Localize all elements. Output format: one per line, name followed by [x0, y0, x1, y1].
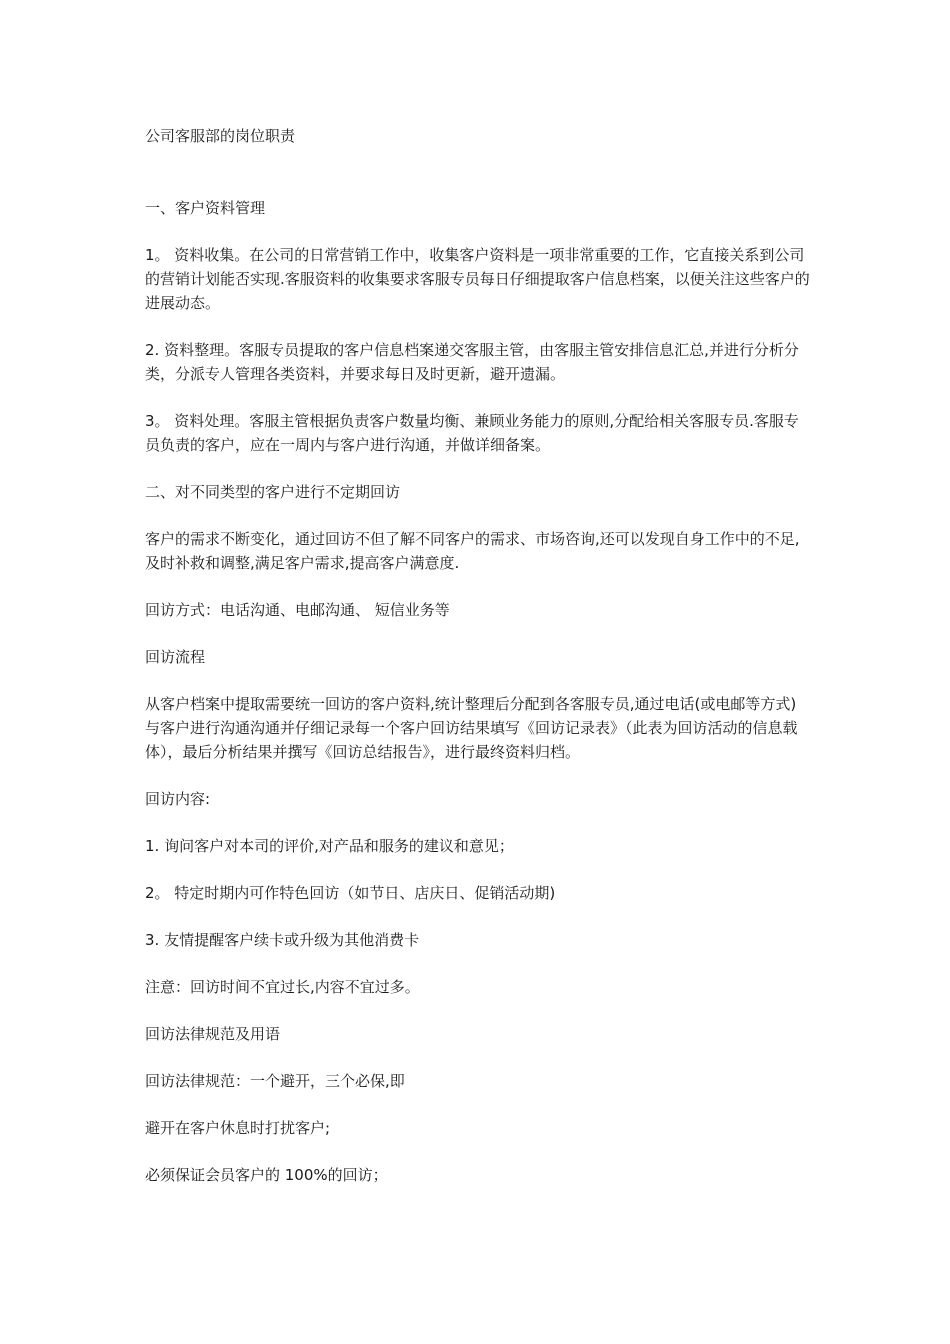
paragraph: 注意：回访时间不宜过长,内容不宜过多。: [145, 978, 420, 996]
paragraph: 1。 资料收集。在公司的日常营销工作中，收集客户资料是一项非常重要的工作，它直接关系到公司的营销计划能否实现.客服资料的收集要求客服专员每日仔细提取客户信息档案，以便关注这些客户的进展动态。: [145, 246, 810, 312]
paragraph: 回访法律规范：一个避开，三个必保,即: [145, 1072, 405, 1090]
document-title: 公司客服部的岗位职责: [145, 127, 296, 145]
list-item: 3. 友情提醒客户续卡或升级为其他消费卡: [145, 931, 420, 949]
paragraph: 必须保证会员客户的 100%的回访；: [145, 1166, 388, 1184]
paragraph: 3。 资料处理。客服主管根据负责客户数量均衡、兼顾业务能力的原则,分配给相关客服专员.客服专员负责的客户，应在一周内与客户进行沟通，并做详细备案。: [145, 412, 799, 454]
list-item: 1. 询问客户对本司的评价,对产品和服务的建议和意见；: [145, 837, 514, 855]
paragraph: 回访方式：电话沟通、电邮沟通、 短信业务等: [145, 601, 450, 619]
paragraph: 避开在客户休息时打扰客户;: [145, 1119, 331, 1137]
paragraph: 回访法律规范及用语: [145, 1025, 281, 1043]
paragraph: 回访流程: [145, 648, 206, 666]
section-heading: 一、客户资料管理: [145, 199, 266, 217]
paragraph: 2. 资料整理。客服专员提取的客户信息档案递交客服主管，由客服主管安排信息汇总,并进行分析分类，分派专人管理各类资料，并要求每日及时更新，避开遗漏。: [145, 341, 799, 383]
paragraph: 客户的需求不断变化，通过回访不但了解不同客户的需求、市场咨询,还可以发现自身工作中的不足,及时补救和调整,满足客户需求,提高客户满意度.: [145, 530, 800, 572]
section-heading: 二、对不同类型的客户进行不定期回访: [145, 483, 401, 501]
paragraph: 从客户档案中提取需要统一回访的客户资料,统计整理后分配到各客服专员,通过电话(或电邮等方式)与客户进行沟通沟通并仔细记录每一个客户回访结果填写《回访记录表》（此表为回访活动的信息载体），最后分析结果并撰写《回访总结报告》，进行最终资料归档。: [145, 695, 798, 761]
document-body: [145, 124, 810, 1187]
list-item: 2。 特定时期内可作特色回访（如节日、店庆日、促销活动期): [145, 884, 556, 902]
paragraph: 回访内容:: [145, 790, 211, 808]
